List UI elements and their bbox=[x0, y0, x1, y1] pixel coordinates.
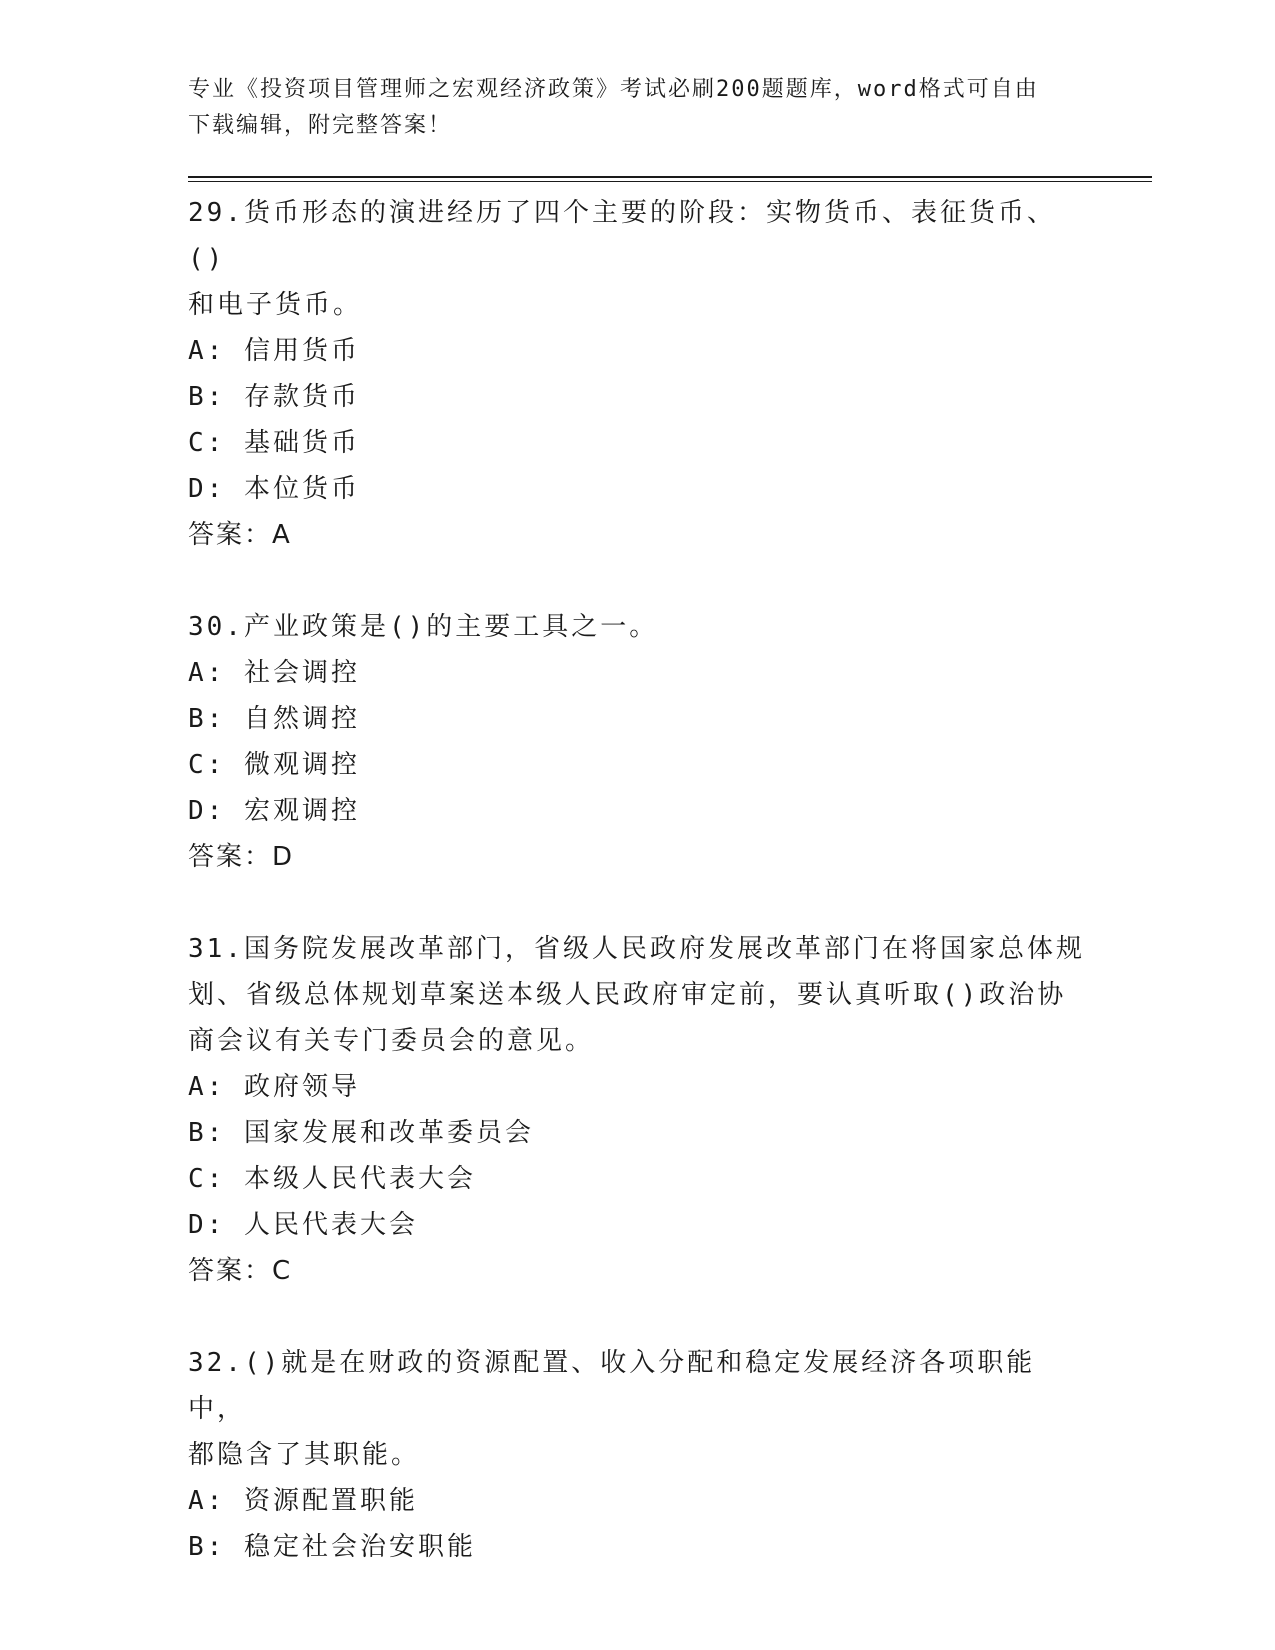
question-stem-line: 和电子货币。 bbox=[188, 290, 363, 320]
question-29 bbox=[188, 190, 1088, 558]
option-a: A: 信用货币 bbox=[188, 336, 360, 366]
question-stem-line: 32.()就是在财政的资源配置、收入分配和稳定发展经济各项职能中， bbox=[188, 1348, 1036, 1424]
question-stem-line: 29.货币形态的演进经历了四个主要的阶段：实物货币、表征货币、() bbox=[188, 198, 1056, 274]
option-c: C: 基础货币 bbox=[188, 428, 360, 458]
option-b: B: 存款货币 bbox=[188, 382, 360, 412]
option-b: B: 自然调控 bbox=[188, 704, 360, 734]
option-a: A: 政府领导 bbox=[188, 1072, 360, 1102]
header-line-1: 专业《投资项目管理师之宏观经济政策》考试必刷200题题库，word格式可自由 bbox=[188, 77, 1039, 102]
header-divider-thick bbox=[188, 176, 1152, 178]
question-stem-line: 30.产业政策是()的主要工具之一。 bbox=[188, 612, 659, 642]
answer-line: 答案：A bbox=[188, 520, 292, 550]
question-stem-line: 划、省级总体规划草案送本级人民政府审定前，要认真听取()政治协 bbox=[188, 980, 1067, 1010]
question-stem-line: 都隐含了其职能。 bbox=[188, 1440, 421, 1470]
question-32 bbox=[188, 1340, 1088, 1570]
option-b: B: 国家发展和改革委员会 bbox=[188, 1118, 534, 1148]
document-header bbox=[188, 72, 1068, 144]
option-d: D: 本位货币 bbox=[188, 474, 360, 504]
question-stem-line: 31.国务院发展改革部门，省级人民政府发展改革部门在将国家总体规 bbox=[188, 934, 1085, 964]
option-c: C: 本级人民代表大会 bbox=[188, 1164, 476, 1194]
header-line-2: 下载编辑，附完整答案！ bbox=[188, 113, 453, 138]
question-list bbox=[188, 190, 1088, 1616]
question-31 bbox=[188, 926, 1088, 1294]
option-a: A: 资源配置职能 bbox=[188, 1486, 418, 1516]
option-d: D: 人民代表大会 bbox=[188, 1210, 418, 1240]
question-30 bbox=[188, 604, 1088, 880]
option-c: C: 微观调控 bbox=[188, 750, 360, 780]
option-a: A: 社会调控 bbox=[188, 658, 360, 688]
header-divider-thin bbox=[188, 181, 1152, 182]
answer-line: 答案：D bbox=[188, 842, 295, 872]
question-stem-line: 商会议有关专门委员会的意见。 bbox=[188, 1026, 595, 1056]
option-b: B: 稳定社会治安职能 bbox=[188, 1532, 476, 1562]
answer-line: 答案：C bbox=[188, 1256, 293, 1286]
option-d: D: 宏观调控 bbox=[188, 796, 360, 826]
